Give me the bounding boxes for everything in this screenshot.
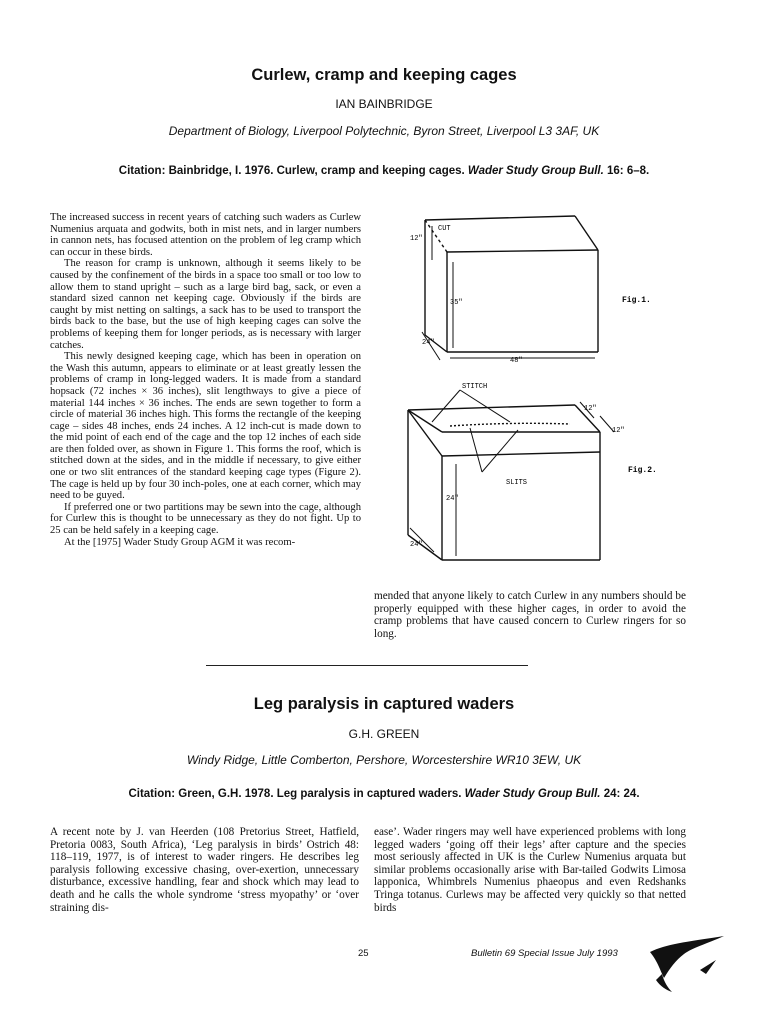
article2-affiliation: Windy Ridge, Little Comberton, Pershore, Worcestershire WR10 3EW, UK: [186, 753, 582, 767]
citation-text: Citation: Bainbridge, I. 1976. Curlew, cramp and keeping cages.: [118, 165, 465, 177]
fig2-stitch-label: STITCH: [462, 383, 488, 391]
paragraph: At the [1975] Wader Study Group AGM it was recom-: [64, 536, 296, 548]
article1-author: IAN BAINBRIDGE: [335, 97, 433, 111]
article1-title: Curlew, cramp and keeping cages: [251, 66, 517, 84]
article1-citation: [0, 165, 768, 177]
fig2-caption: Fig.2.: [628, 466, 657, 475]
fig1-35-label: 35": [450, 299, 463, 307]
fig2-drawing: [408, 390, 614, 560]
section-divider: [206, 665, 528, 666]
cage-figure: [400, 210, 690, 582]
fig1-12-label: 12": [410, 235, 423, 243]
bird-logo-icon: [646, 930, 728, 996]
paragraph: The increased success in recent years of catching such waders as Curlew Numenius arquata and godwits, both in mist nets, and in larger numbers in cannon nets, has focused attention on the problem of leg cramp which can occur in these birds.: [50, 212, 361, 258]
paragraph: A recent note by J. van Heerden (108 Pretorius Street, Hatfield, Pretoria 0083, South Africa), ‘Leg paralysis in birds’ Ostrich 48: 118–119, 1977, is of interest to wader ringers. He describes leg paralysis following excessive chasing, over-exertion, unnecessary disturbance, excessive handling, fear and shock which may lead to death and he calls the whole syndrome ‘stress myopathy’ or ‘over straining dis-: [50, 826, 359, 914]
article2-title: Leg paralysis in captured waders: [253, 695, 515, 713]
fig1-drawing: [422, 216, 598, 360]
fig2-slits-label: SLITS: [506, 479, 528, 487]
page-number: 25: [358, 948, 369, 959]
paragraph: This newly designed keeping cage, which has been in operation on the Wash this autumn, appears to eliminate or at least greatly lessen the problems of cramp in long-legged waders. It is made from a standard hopsack (72 inches × 36 inches), slit lengthways to give a piece of material 144 inches × 36 inches. The ends are sewn together to form a circle of material 36 inches high. This forms the rectangle of the keeping cage – sides 48 inches, ends 24 inches. A 12 inch-cut is made down to the mid point of each end of the cage and the top 12 inches of each side are then folded over, as shown in Figure 1. This forms the roof, which is stitched down at the sides, and in the middle if necessary, to give either one or two slit entrances of the standard keeping cage types (Figure 2). The cage is held up by four 30 inch-poles, one at each corner, which may need to be guyed.: [50, 351, 361, 502]
article1-left-column: [50, 212, 361, 548]
article2-right-column: [374, 826, 686, 914]
citation-journal: Wader Study Group Bull.: [464, 788, 601, 800]
paragraph: mended that anyone likely to catch Curlew in any numbers should be properly equipped with these higher cages, in order to avoid the cramp problems that have caused concern to Curlew ringers for so long.: [374, 590, 686, 640]
article2-citation: [0, 788, 768, 800]
fig2-12-label-top: 12": [584, 405, 597, 413]
bulletin-info: Bulletin 69 Special Issue July 1993: [471, 948, 618, 959]
citation-volume: 16: 6–8.: [607, 165, 650, 177]
fig2-12-label-side: 12": [612, 427, 625, 435]
fig2-24-label-height: 24": [446, 495, 459, 503]
article2-author: G.H. GREEN: [348, 727, 420, 741]
article1-affiliation: Department of Biology, Liverpool Polytechnic, Byron Street, Liverpool L3 3AF, UK: [168, 124, 600, 138]
fig1-48-label: 48": [510, 357, 523, 365]
fig1-24-label: 24": [422, 339, 435, 347]
citation-volume: 24: 24.: [603, 788, 640, 800]
paragraph: The reason for cramp is unknown, although it seems likely to be caused by the confinement of the birds in a space too small or too low to allow them to stand upright – such as a large bird bag, sack, or even a standard sized cannon net keeping cage. Obviously if the birds are caught by mist netting on saltings, a sack has to be used to transport the birds back to the base, but the use of high keeping cages can solve the problems of keeping them for longer periods, as is necessary with larger catches.: [50, 258, 361, 351]
paragraph: If preferred one or two partitions may be sewn into the cage, although for Curlew this is thought to be unnecessary as they do not fight. Up to 25 can be held safely in a keeping cage.: [50, 501, 361, 537]
article2-left-column: [50, 826, 359, 914]
fig1-caption: Fig.1.: [622, 296, 651, 305]
fig2-24-label-depth: 24": [410, 541, 423, 549]
citation-journal: Wader Study Group Bull.: [467, 165, 604, 177]
article1-right-column: [374, 590, 686, 640]
citation-text: Citation: Green, G.H. 1978. Leg paralysis in captured waders.: [128, 788, 462, 800]
fig1-cut-label: CUT: [438, 225, 451, 233]
paragraph: ease’. Wader ringers may well have experienced problems with long legged waders ‘going off their legs’ after capture and the species most seriously affected in UK is the Curlew Numenius arquata but similar problems occasionally arise with Bar-tailed Godwits Limosa lapponica, Whimbrels Numenius phaeopus and even Redshanks Tringa totanus. Curlews may be affected very quickly so that netted birds: [374, 826, 686, 914]
